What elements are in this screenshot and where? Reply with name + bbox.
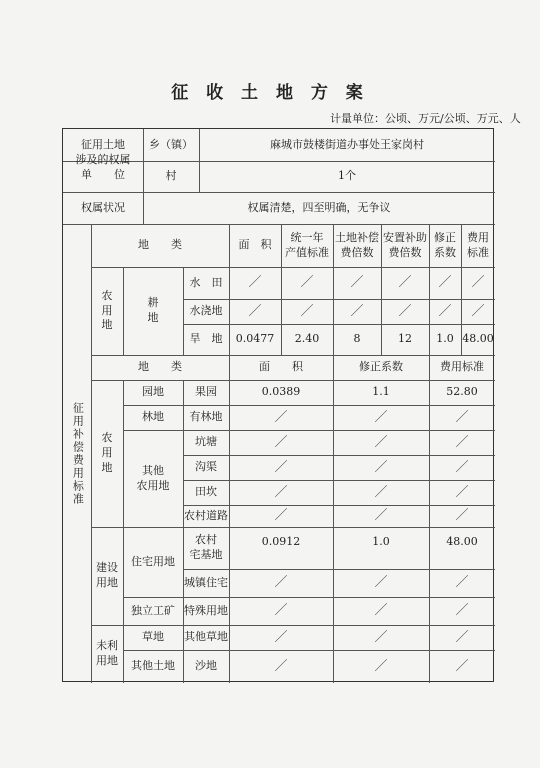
t2-col-fee: 费用标准 (440, 360, 484, 374)
urban-housing-coef: ／ (374, 575, 388, 591)
t2-unused-label: 未利 用地 (96, 639, 118, 667)
rural-homestead-label: 农村 宅基地 (189, 533, 223, 561)
other-grassland-label: 其他草地 (184, 630, 228, 644)
rural-road-coef: ／ (374, 508, 388, 524)
forest-label: 林地 (142, 410, 164, 424)
sand-area: ／ (274, 658, 288, 674)
special-land-fee: ／ (455, 603, 469, 619)
forest-area: ／ (274, 409, 288, 425)
row-irrigated-name: 水浇地 (189, 304, 223, 318)
compensation-standard-text: 征用补偿费用标准 (71, 401, 85, 506)
row-irrigated-land: ／ (350, 303, 364, 319)
row-paddy-name: 水 田 (189, 275, 223, 289)
rural-road-label: 农村道路 (184, 508, 228, 522)
pond-label: 坑塘 (195, 435, 217, 449)
rural-road-fee: ／ (455, 508, 469, 524)
canal-fee: ／ (455, 459, 469, 475)
row-irrigated-area: ／ (248, 303, 262, 319)
sand-fee: ／ (455, 658, 469, 674)
forest-fee: ／ (455, 409, 469, 425)
township-value: 麻城市鼓楼街道办事处王家岗村 (270, 137, 424, 151)
row-irrigated-resettle: ／ (398, 303, 412, 319)
forest-sub-label: 有林地 (189, 410, 223, 424)
ridge-fee: ／ (455, 484, 469, 500)
pond-coef: ／ (374, 434, 388, 450)
ridge-coef: ／ (374, 484, 388, 500)
ridge-area: ／ (274, 484, 288, 500)
residential-label: 住宅用地 (131, 554, 175, 568)
row-irrigated-coef: ／ (438, 303, 452, 319)
special-land-coef: ／ (374, 603, 388, 619)
t1-arable-label: 耕 地 (147, 296, 159, 324)
t2-col-coefficient: 修正系数 (359, 360, 403, 374)
rural-homestead-area: 0.0912 (261, 534, 301, 548)
row-dry-std: 2.40 (294, 332, 320, 346)
orchard-coef: 1.1 (372, 385, 390, 399)
row-paddy-resettle: ／ (398, 275, 412, 291)
village-label: 村 (165, 169, 177, 183)
row-irrigated-fee: ／ (471, 303, 485, 319)
pond-fee: ／ (455, 434, 469, 450)
land-acquisition-table (62, 128, 494, 682)
pond-area: ／ (274, 434, 288, 450)
rural-homestead-coef: 1.0 (372, 534, 390, 548)
owner-unit-label: 征用土地 涉及的权属 单 位 (75, 138, 131, 181)
urban-housing-area: ／ (274, 575, 288, 591)
t2-col-area: 面 积 (259, 360, 303, 374)
row-paddy-coef: ／ (438, 275, 452, 291)
status-value: 权属清楚，四至明确，无争议 (247, 200, 391, 214)
unit-note: 计量单位：公顷、万元/公顷、万元、人 (330, 112, 521, 125)
village-value: 1个 (338, 169, 356, 183)
orchard-label: 果园 (195, 385, 217, 399)
row-paddy-area: ／ (248, 275, 262, 291)
canal-area: ／ (274, 459, 288, 475)
t2-farmland-label: 农 用 地 (101, 431, 113, 474)
sand-label: 沙地 (195, 659, 217, 673)
rural-road-area: ／ (274, 508, 288, 524)
t1-col-output: 统一年 产值标准 (285, 230, 329, 259)
t2-col-land-type: 地 类 (138, 360, 182, 374)
rural-homestead-fee: 48.00 (446, 534, 478, 548)
row-paddy-std: ／ (300, 275, 314, 291)
special-land-area: ／ (274, 603, 288, 619)
forest-coef: ／ (374, 409, 388, 425)
row-irrigated-std: ／ (300, 303, 314, 319)
sand-coef: ／ (374, 658, 388, 674)
t2-construction-label: 建设 用地 (96, 561, 118, 589)
t1-col-coefficient: 修正 系数 (434, 230, 456, 259)
t1-col-resettle-multiple: 安置补助 费倍数 (383, 230, 427, 259)
urban-housing-fee: ／ (455, 575, 469, 591)
t1-col-land-multiple: 土地补偿 费倍数 (335, 230, 379, 259)
other-grassland-fee: ／ (455, 629, 469, 645)
row-dry-area: 0.0477 (235, 332, 275, 346)
row-dry-land: 8 (353, 332, 361, 346)
document-title: 征 收 土 地 方 案 (171, 83, 369, 103)
other-land-label: 其他土地 (131, 659, 175, 673)
row-dry-coef: 1.0 (436, 332, 454, 346)
compensation-standard-label (63, 224, 91, 683)
t1-col-fee: 费用 标准 (467, 230, 489, 259)
t1-farmland-label: 农 用 地 (101, 288, 113, 332)
special-land-label: 特殊用地 (184, 603, 228, 617)
township-label: 乡（镇） (149, 137, 193, 151)
orchard-area: 0.0389 (261, 385, 301, 399)
grassland-label: 草地 (142, 630, 164, 644)
other-grassland-area: ／ (274, 629, 288, 645)
other-grassland-coef: ／ (374, 629, 388, 645)
row-paddy-fee: ／ (471, 275, 485, 291)
row-dry-fee: 48.00 (462, 332, 494, 346)
urban-housing-label: 城镇住宅 (184, 575, 228, 589)
row-dry-name: 旱 地 (189, 332, 223, 346)
canal-coef: ／ (374, 459, 388, 475)
ridge-label: 田坎 (195, 485, 217, 499)
status-label: 权属状况 (81, 200, 125, 214)
row-paddy-land: ／ (350, 275, 364, 291)
garden-label: 园地 (142, 385, 164, 399)
t1-col-area: 面 积 (238, 238, 272, 252)
t1-col-land-type: 地 类 (138, 238, 182, 252)
other-farmland-label: 其他 农用地 (136, 463, 170, 492)
industrial-mining-label: 独立工矿 (131, 603, 175, 617)
canal-label: 沟渠 (195, 460, 217, 474)
row-dry-resettle: 12 (398, 332, 412, 346)
orchard-fee: 52.80 (446, 385, 478, 399)
